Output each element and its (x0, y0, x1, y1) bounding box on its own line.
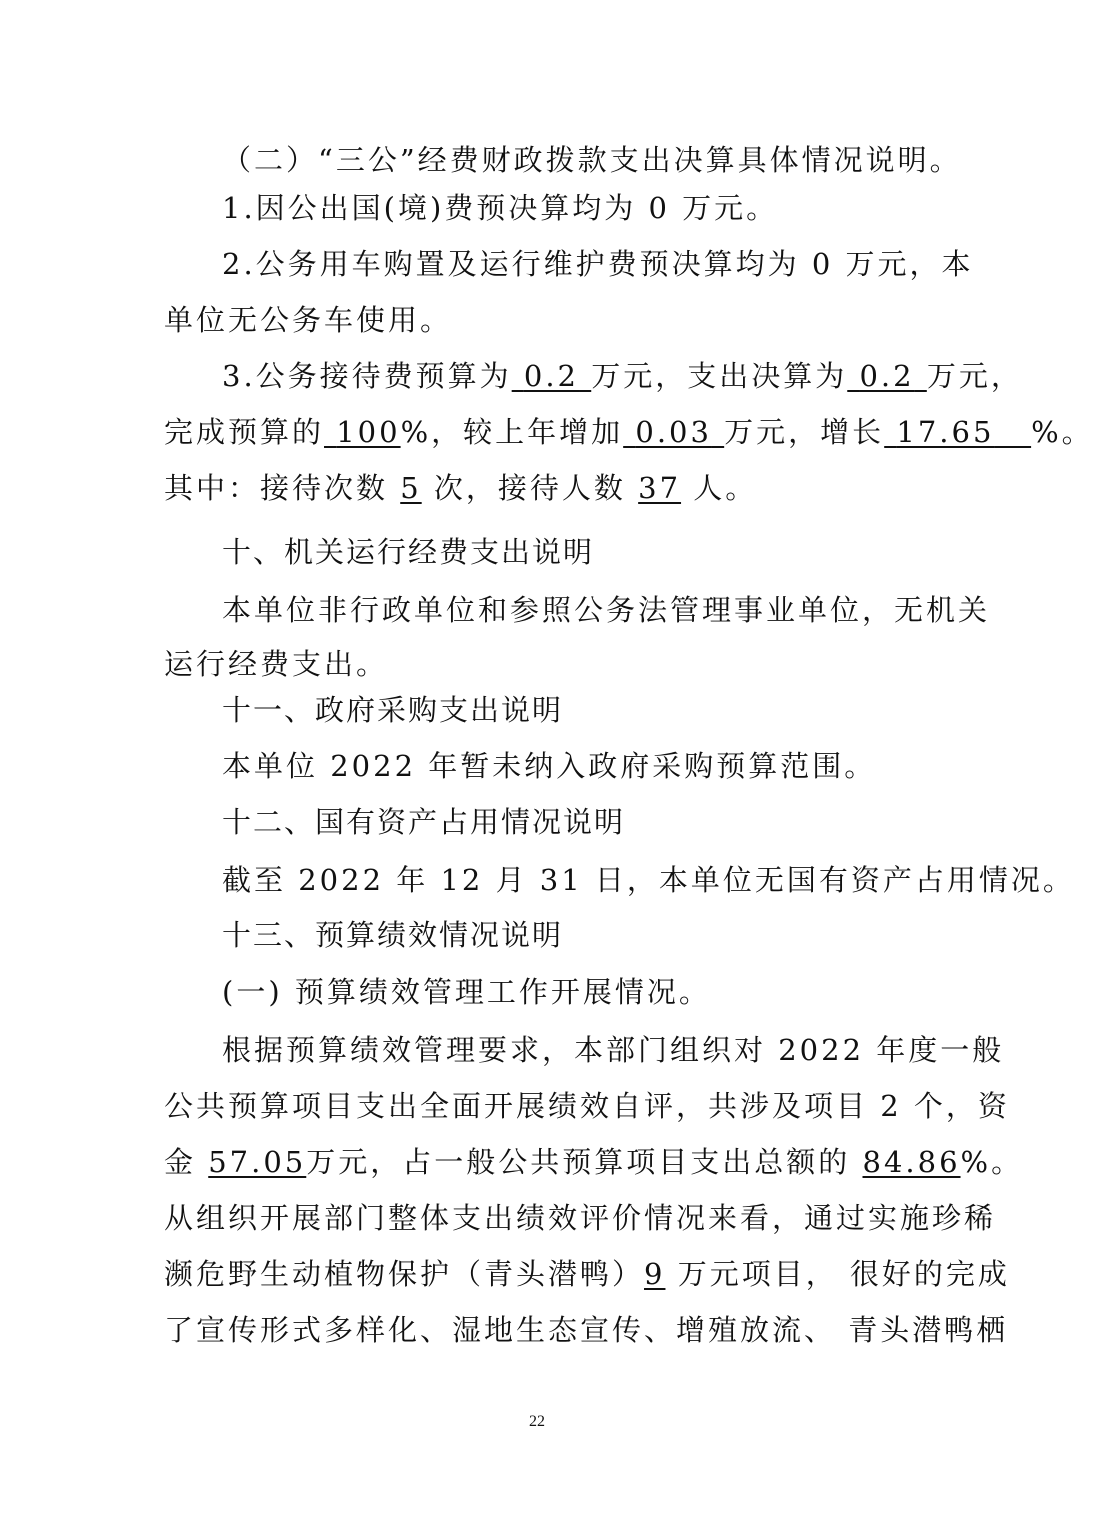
section-13-text-b: 万元，占一般公共预算项目支出总额的 (306, 1145, 851, 1179)
section-13-line-1: 根据预算绩效管理要求，本部门组织对 2022 年度一般 (222, 1033, 1005, 1067)
item-3-line-2 (164, 412, 1094, 452)
item-3-line-3 (164, 468, 914, 508)
item-3-text-g: %。 (1031, 415, 1094, 449)
section-13-line-5 (164, 1254, 1010, 1294)
section-13-line-3 (164, 1142, 1024, 1182)
section-10-title: 十、机关运行经费支出说明 (222, 535, 595, 569)
item-2-line-2: 单位无公务车使用。 (164, 303, 453, 337)
section-13-text-a: 金 (164, 1145, 197, 1179)
section-13-text-e: 万元项目， 很好的完成 (677, 1257, 1010, 1291)
section-13-subheading: (一) 预算绩效管理工作开展情况。 (222, 975, 711, 1009)
section-10-line-1: 本单位非行政单位和参照公务法管理事业单位，无机关 (222, 593, 991, 627)
reception-actual-value: 0.2 (859, 359, 915, 393)
page-number: 22 (529, 1413, 545, 1430)
item-2-line-1: 2.公务用车购置及运行维护费预决算均为 0 万元，本 (222, 247, 974, 281)
item-3-text-b: 万元，支出决算为 (591, 359, 848, 393)
section-two-heading: （二）“三公”经费财政拨款支出决算具体情况说明。 (222, 143, 962, 177)
section-13-text-d: 濒危野生动植物保护（青头潜鸭） (164, 1257, 645, 1291)
section-13-line-4: 从组织开展部门整体支出绩效评价情况来看，通过实施珍稀 (164, 1201, 997, 1235)
item-3-text-c: 万元， (926, 359, 1023, 393)
section-13-text-c: %。 (960, 1145, 1024, 1179)
item-3-text-j: 人。 (693, 471, 758, 505)
section-12-line-1: 截至 2022 年 12 月 31 日，本单位无国有资产占用情况。 (222, 863, 1075, 897)
section-11-line-1: 本单位 2022 年暂未纳入政府采购预算范围。 (222, 749, 877, 783)
item-3-text-h: 其中：接待次数 (164, 471, 389, 505)
project-amount-value: 9 (644, 1257, 666, 1291)
item-3-line-1 (222, 356, 1023, 396)
section-13-line-6: 了宣传形式多样化、湿地生态宣传、增殖放流、 青头潜鸭栖 (164, 1313, 1009, 1347)
item-3-text-f: 万元，增长 (724, 415, 885, 449)
completion-rate-value: 100 (336, 415, 401, 449)
item-3-text-i: 次，接待人数 (433, 471, 626, 505)
reception-budget-value: 0.2 (523, 359, 580, 393)
increase-value: 0.03 (635, 415, 712, 449)
item-3-text-a: 3.公务接待费预算为 (222, 359, 512, 393)
share-value: 84.86 (862, 1145, 961, 1179)
reception-people-value: 37 (638, 471, 682, 505)
section-13-line-2: 公共预算项目支出全面开展绩效自评，共涉及项目 2 个，资 (164, 1089, 1010, 1123)
section-10-line-2: 运行经费支出。 (164, 647, 389, 681)
reception-times-value: 5 (400, 471, 422, 505)
section-11-title: 十一、政府采购支出说明 (222, 693, 564, 727)
section-13-title: 十三、预算绩效情况说明 (222, 918, 564, 952)
item-1-text: 1.因公出国(境)费预决算均为 0 万元。 (222, 191, 779, 225)
growth-rate-value: 17.65 (896, 415, 995, 449)
item-3-text-d: 完成预算的 (164, 415, 325, 449)
section-12-title: 十二、国有资产占用情况说明 (222, 805, 626, 839)
item-3-text-e: %，较上年增加 (400, 415, 624, 449)
funds-value: 57.05 (208, 1145, 307, 1179)
